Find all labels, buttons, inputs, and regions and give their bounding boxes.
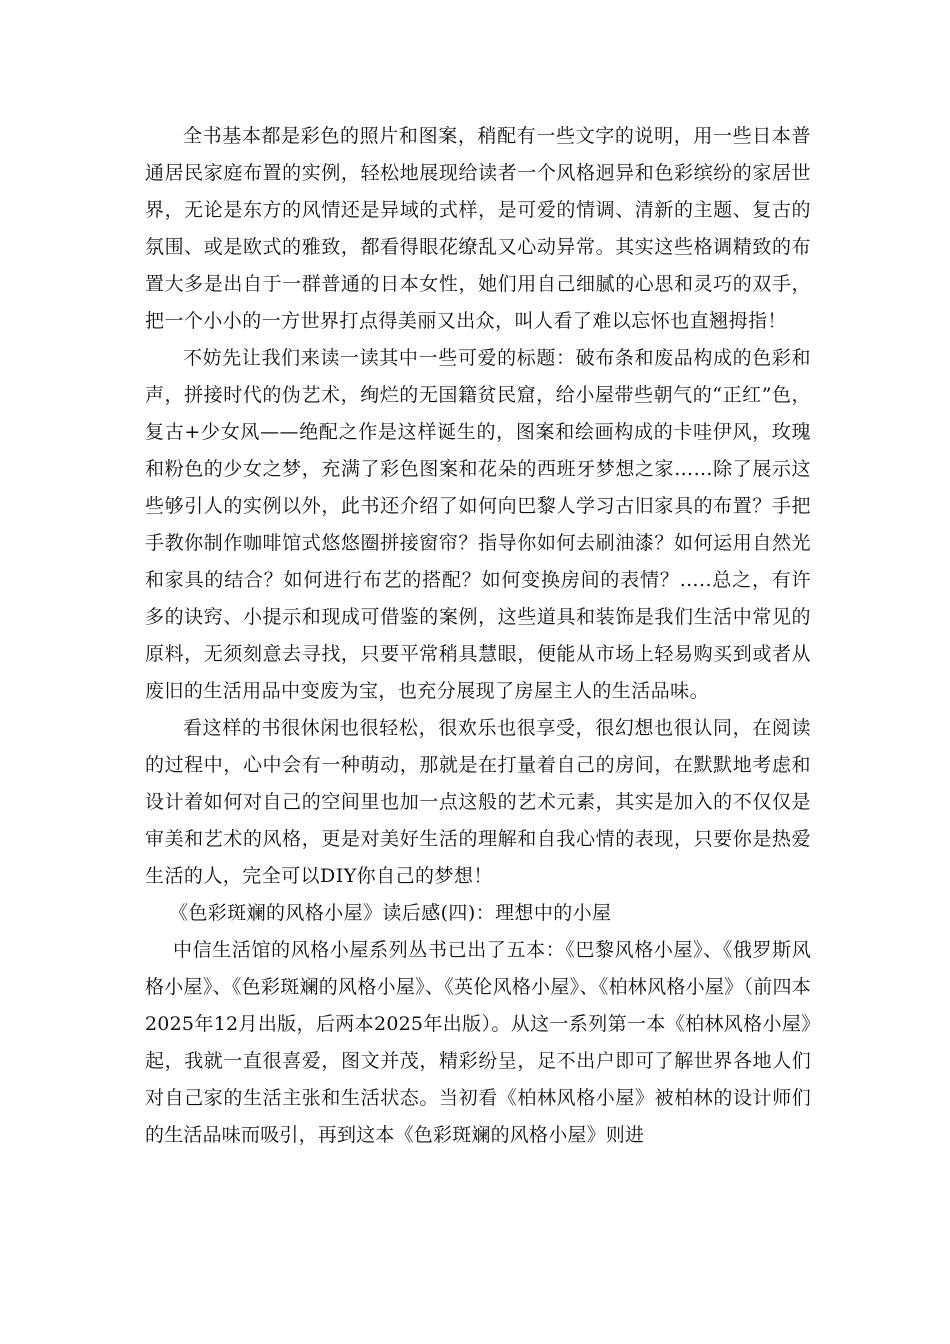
paragraph-3: 看这样的书很休闲也很轻松，很欢乐也很享受，很幻想也很认同，在阅读的过程中，心中会有一种萌动，那就是在打量着自己的房间，在默默地考虑和设计着如何对自己的空间里也加一点这般的艺术元素，其实是加入的不仅仅是审美和艺术的风格，更是对美好生活的理解和自我心情的表现，只要你是热爱生活的人，完全可以DIY你自己的梦想！ (145, 717, 811, 887)
paragraph-1: 全书基本都是彩色的照片和图案，稍配有一些文字的说明，用一些日本普通居民家庭布置的实例，轻松地展现给读者一个风格迥异和色彩缤纷的家居世界，无论是东方的风情还是异域的式样，是可爱的情调、清新的主题、复古的氛围、或是欧式的雅致，都看得眼花缭乱又心动异常。其实这些格调精致的布置大多是出自于一群普通的日本女性，她们用自己细腻的心思和灵巧的双手，把一个小小的一方世界打点得美丽又出众，叫人看了难以忘怀也直翘拇指！ (145, 125, 811, 332)
section-paragraph: 中信生活馆的风格小屋系列丛书已出了五本：《巴黎风格小屋》、《俄罗斯风格小屋》、《色彩斑斓的风格小屋》、《英伦风格小屋》、《柏林风格小屋》（前四本2025年12月出版，后两本2025年出版）。从这一系列第一本《柏林风格小屋》起，我就一直很喜爱，图文并茂，精彩纷呈，足不出户即可了解世界各地人们对自己家的生活主张和生活状态。当初看《柏林风格小屋》被柏林的设计师们的生活品味而吸引，再到这本《色彩斑斓的风格小屋》则进 (145, 939, 811, 1146)
document-body (145, 118, 811, 1154)
section-title: 《色彩斑斓的风格小屋》读后感(四)：理想中的小屋 (169, 902, 612, 924)
paragraph-2: 不妨先让我们来读一读其中一些可爱的标题：破布条和废品构成的色彩和声，拼接时代的伪艺术，绚烂的无国籍贫民窟，给小屋带些朝气的“正红”色，复古+少女风——绝配之作是这样诞生的，图案和绘画构成的卡哇伊风，玫瑰和粉色的少女之梦，充满了彩色图案和花朵的西班牙梦想之家……除了展示这些够引人的实例以外，此书还介绍了如何向巴黎人学习古旧家具的布置？手把手教你制作咖啡馆式悠悠圈拼接窗帘？指导你如何去刷油漆？如何运用自然光和家具的结合？如何进行布艺的搭配？如何变换房间的表情？…..总之，有许多的诀窍、小提示和现成可借鉴的案例，这些道具和装饰是我们生活中常见的原料，无须刻意去寻找，只要平常稍具慧眼，便能从市场上轻易购买到或者从废旧的生活用品中变废为宝，也充分展现了房屋主人的生活品味。 (145, 347, 811, 702)
